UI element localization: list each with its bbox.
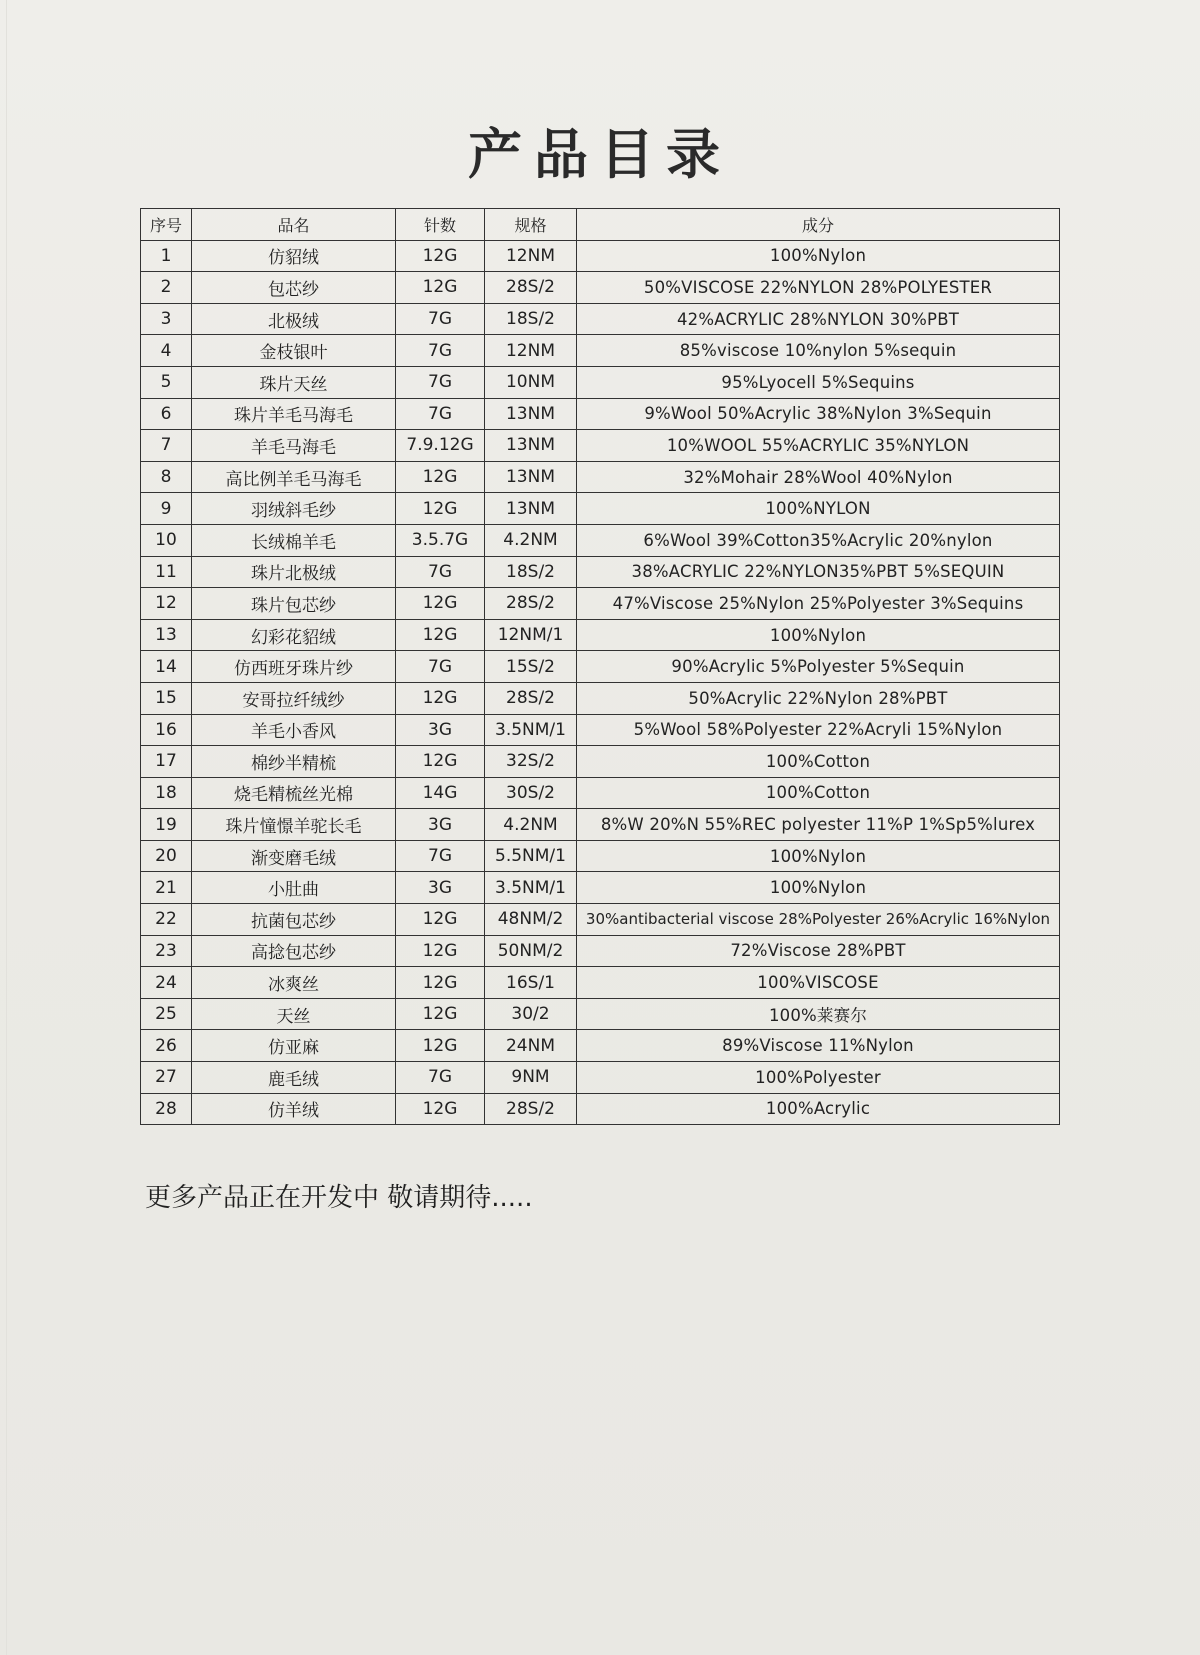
gauge-cell: 12G bbox=[396, 746, 485, 778]
row-no-cell: 28 bbox=[141, 1093, 192, 1125]
spec-cell: 18S/2 bbox=[485, 303, 577, 335]
product-name-cell: 抗菌包芯纱 bbox=[192, 904, 396, 936]
product-name-cell: 高捻包芯纱 bbox=[192, 935, 396, 967]
composition-cell: 50%Acrylic 22%Nylon 28%PBT bbox=[577, 682, 1060, 714]
table-row bbox=[141, 904, 1060, 936]
gauge-cell: 12G bbox=[396, 998, 485, 1030]
table-row bbox=[141, 461, 1060, 493]
composition-cell: 5%Wool 58%Polyester 22%Acryli 15%Nylon bbox=[577, 714, 1060, 746]
table-row bbox=[141, 872, 1060, 904]
spec-cell: 32S/2 bbox=[485, 746, 577, 778]
row-no-cell: 9 bbox=[141, 493, 192, 525]
row-no-cell: 27 bbox=[141, 1062, 192, 1094]
composition-cell: 100%莱赛尔 bbox=[577, 998, 1060, 1030]
spec-cell: 28S/2 bbox=[485, 588, 577, 620]
gauge-cell: 3G bbox=[396, 809, 485, 841]
gauge-cell: 7G bbox=[396, 303, 485, 335]
table-row bbox=[141, 335, 1060, 367]
gauge-cell: 12G bbox=[396, 967, 485, 999]
composition-cell: 8%W 20%N 55%REC polyester 11%P 1%Sp5%lurex bbox=[577, 809, 1060, 841]
gauge-cell: 12G bbox=[396, 682, 485, 714]
table-row bbox=[141, 1093, 1060, 1125]
table-row bbox=[141, 935, 1060, 967]
composition-cell: 100%Cotton bbox=[577, 746, 1060, 778]
header-spec: 规格 bbox=[485, 209, 577, 241]
row-no-cell: 21 bbox=[141, 872, 192, 904]
gauge-cell: 12G bbox=[396, 619, 485, 651]
header-composition: 成分 bbox=[577, 209, 1060, 241]
composition-cell: 100%VISCOSE bbox=[577, 967, 1060, 999]
gauge-cell: 12G bbox=[396, 1093, 485, 1125]
spec-cell: 24NM bbox=[485, 1030, 577, 1062]
composition-cell: 100%Nylon bbox=[577, 619, 1060, 651]
table-row bbox=[141, 524, 1060, 556]
header-gauge: 针数 bbox=[396, 209, 485, 241]
gauge-cell: 7G bbox=[396, 398, 485, 430]
gauge-cell: 12G bbox=[396, 461, 485, 493]
table-row bbox=[141, 303, 1060, 335]
row-no-cell: 26 bbox=[141, 1030, 192, 1062]
composition-cell: 42%ACRYLIC 28%NYLON 30%PBT bbox=[577, 303, 1060, 335]
gauge-cell: 12G bbox=[396, 240, 485, 272]
spec-cell: 13NM bbox=[485, 461, 577, 493]
product-name-cell: 金枝银叶 bbox=[192, 335, 396, 367]
composition-cell: 72%Viscose 28%PBT bbox=[577, 935, 1060, 967]
spec-cell: 30S/2 bbox=[485, 777, 577, 809]
table-row bbox=[141, 840, 1060, 872]
row-no-cell: 20 bbox=[141, 840, 192, 872]
gauge-cell: 7G bbox=[396, 1062, 485, 1094]
spec-cell: 13NM bbox=[485, 398, 577, 430]
row-no-cell: 8 bbox=[141, 461, 192, 493]
table-row bbox=[141, 430, 1060, 462]
product-name-cell: 仿羊绒 bbox=[192, 1093, 396, 1125]
table-row bbox=[141, 272, 1060, 304]
table-row bbox=[141, 366, 1060, 398]
product-name-cell: 渐变磨毛绒 bbox=[192, 840, 396, 872]
page-edge bbox=[6, 0, 7, 1655]
spec-cell: 5.5NM/1 bbox=[485, 840, 577, 872]
row-no-cell: 15 bbox=[141, 682, 192, 714]
row-no-cell: 14 bbox=[141, 651, 192, 683]
gauge-cell: 3G bbox=[396, 872, 485, 904]
row-no-cell: 17 bbox=[141, 746, 192, 778]
composition-cell: 6%Wool 39%Cotton35%Acrylic 20%nylon bbox=[577, 524, 1060, 556]
product-name-cell: 鹿毛绒 bbox=[192, 1062, 396, 1094]
spec-cell: 3.5NM/1 bbox=[485, 714, 577, 746]
composition-cell: 47%Viscose 25%Nylon 25%Polyester 3%Sequins bbox=[577, 588, 1060, 620]
table-row bbox=[141, 1030, 1060, 1062]
composition-cell: 85%viscose 10%nylon 5%sequin bbox=[577, 335, 1060, 367]
composition-cell: 100%Nylon bbox=[577, 872, 1060, 904]
row-no-cell: 23 bbox=[141, 935, 192, 967]
product-name-cell: 珠片天丝 bbox=[192, 366, 396, 398]
header-no: 序号 bbox=[141, 209, 192, 241]
spec-cell: 3.5NM/1 bbox=[485, 872, 577, 904]
spec-cell: 12NM bbox=[485, 335, 577, 367]
spec-cell: 13NM bbox=[485, 430, 577, 462]
row-no-cell: 25 bbox=[141, 998, 192, 1030]
product-name-cell: 珠片包芯纱 bbox=[192, 588, 396, 620]
product-name-cell: 羽绒斜毛纱 bbox=[192, 493, 396, 525]
row-no-cell: 12 bbox=[141, 588, 192, 620]
row-no-cell: 7 bbox=[141, 430, 192, 462]
row-no-cell: 3 bbox=[141, 303, 192, 335]
gauge-cell: 7G bbox=[396, 651, 485, 683]
table-row bbox=[141, 398, 1060, 430]
row-no-cell: 22 bbox=[141, 904, 192, 936]
spec-cell: 28S/2 bbox=[485, 682, 577, 714]
composition-cell: 100%Nylon bbox=[577, 840, 1060, 872]
product-name-cell: 棉纱半精梳 bbox=[192, 746, 396, 778]
composition-cell: 38%ACRYLIC 22%NYLON35%PBT 5%SEQUIN bbox=[577, 556, 1060, 588]
table-row bbox=[141, 998, 1060, 1030]
product-name-cell: 长绒棉羊毛 bbox=[192, 524, 396, 556]
spec-cell: 9NM bbox=[485, 1062, 577, 1094]
spec-cell: 15S/2 bbox=[485, 651, 577, 683]
product-name-cell: 高比例羊毛马海毛 bbox=[192, 461, 396, 493]
product-name-cell: 天丝 bbox=[192, 998, 396, 1030]
spec-cell: 4.2NM bbox=[485, 524, 577, 556]
composition-cell: 10%WOOL 55%ACRYLIC 35%NYLON bbox=[577, 430, 1060, 462]
spec-cell: 12NM bbox=[485, 240, 577, 272]
product-name-cell: 仿亚麻 bbox=[192, 1030, 396, 1062]
table-row bbox=[141, 746, 1060, 778]
gauge-cell: 7G bbox=[396, 556, 485, 588]
footer-note: 更多产品正在开发中 敬请期待..... bbox=[145, 1183, 533, 1213]
composition-cell: 50%VISCOSE 22%NYLON 28%POLYESTER bbox=[577, 272, 1060, 304]
gauge-cell: 12G bbox=[396, 1030, 485, 1062]
table-row bbox=[141, 240, 1060, 272]
composition-cell: 100%Polyester bbox=[577, 1062, 1060, 1094]
product-name-cell: 小肚曲 bbox=[192, 872, 396, 904]
page-title: 产品目录 bbox=[468, 122, 732, 186]
product-name-cell: 珠片羊毛马海毛 bbox=[192, 398, 396, 430]
spec-cell: 28S/2 bbox=[485, 272, 577, 304]
spec-cell: 13NM bbox=[485, 493, 577, 525]
row-no-cell: 2 bbox=[141, 272, 192, 304]
gauge-cell: 12G bbox=[396, 935, 485, 967]
gauge-cell: 3.5.7G bbox=[396, 524, 485, 556]
spec-cell: 50NM/2 bbox=[485, 935, 577, 967]
composition-cell: 9%Wool 50%Acrylic 38%Nylon 3%Sequin bbox=[577, 398, 1060, 430]
row-no-cell: 6 bbox=[141, 398, 192, 430]
gauge-cell: 12G bbox=[396, 272, 485, 304]
product-catalog-table bbox=[140, 208, 1060, 1125]
product-name-cell: 珠片北极绒 bbox=[192, 556, 396, 588]
composition-cell: 32%Mohair 28%Wool 40%Nylon bbox=[577, 461, 1060, 493]
product-name-cell: 羊毛马海毛 bbox=[192, 430, 396, 462]
gauge-cell: 12G bbox=[396, 904, 485, 936]
row-no-cell: 19 bbox=[141, 809, 192, 841]
table-row bbox=[141, 651, 1060, 683]
row-no-cell: 13 bbox=[141, 619, 192, 651]
header-name: 品名 bbox=[192, 209, 396, 241]
table-body bbox=[141, 240, 1060, 1125]
spec-cell: 4.2NM bbox=[485, 809, 577, 841]
table-row bbox=[141, 619, 1060, 651]
spec-cell: 16S/1 bbox=[485, 967, 577, 999]
product-name-cell: 羊毛小香风 bbox=[192, 714, 396, 746]
gauge-cell: 7G bbox=[396, 366, 485, 398]
table-row bbox=[141, 682, 1060, 714]
composition-cell: 30%antibacterial viscose 28%Polyester 26%Acrylic 16%Nylon bbox=[577, 904, 1060, 936]
spec-cell: 12NM/1 bbox=[485, 619, 577, 651]
composition-cell: 100%Nylon bbox=[577, 240, 1060, 272]
spec-cell: 18S/2 bbox=[485, 556, 577, 588]
composition-cell: 95%Lyocell 5%Sequins bbox=[577, 366, 1060, 398]
row-no-cell: 11 bbox=[141, 556, 192, 588]
composition-cell: 90%Acrylic 5%Polyester 5%Sequin bbox=[577, 651, 1060, 683]
composition-cell: 100%NYLON bbox=[577, 493, 1060, 525]
spec-cell: 28S/2 bbox=[485, 1093, 577, 1125]
row-no-cell: 1 bbox=[141, 240, 192, 272]
table-row bbox=[141, 809, 1060, 841]
spec-cell: 30/2 bbox=[485, 998, 577, 1030]
row-no-cell: 4 bbox=[141, 335, 192, 367]
composition-cell: 100%Cotton bbox=[577, 777, 1060, 809]
spec-cell: 10NM bbox=[485, 366, 577, 398]
gauge-cell: 7G bbox=[396, 840, 485, 872]
composition-cell: 100%Acrylic bbox=[577, 1093, 1060, 1125]
table-header-row bbox=[141, 209, 1060, 241]
table-row bbox=[141, 777, 1060, 809]
composition-cell: 89%Viscose 11%Nylon bbox=[577, 1030, 1060, 1062]
product-name-cell: 珠片憧憬羊驼长毛 bbox=[192, 809, 396, 841]
table-row bbox=[141, 556, 1060, 588]
gauge-cell: 12G bbox=[396, 588, 485, 620]
row-no-cell: 10 bbox=[141, 524, 192, 556]
table-row bbox=[141, 493, 1060, 525]
row-no-cell: 5 bbox=[141, 366, 192, 398]
table-row bbox=[141, 714, 1060, 746]
product-name-cell: 包芯纱 bbox=[192, 272, 396, 304]
product-name-cell: 烧毛精梳丝光棉 bbox=[192, 777, 396, 809]
table-row bbox=[141, 967, 1060, 999]
product-name-cell: 冰爽丝 bbox=[192, 967, 396, 999]
table-row bbox=[141, 588, 1060, 620]
table-row bbox=[141, 1062, 1060, 1094]
row-no-cell: 18 bbox=[141, 777, 192, 809]
product-name-cell: 幻彩花貂绒 bbox=[192, 619, 396, 651]
row-no-cell: 24 bbox=[141, 967, 192, 999]
gauge-cell: 3G bbox=[396, 714, 485, 746]
gauge-cell: 7G bbox=[396, 335, 485, 367]
product-name-cell: 仿西班牙珠片纱 bbox=[192, 651, 396, 683]
row-no-cell: 16 bbox=[141, 714, 192, 746]
gauge-cell: 12G bbox=[396, 493, 485, 525]
product-name-cell: 安哥拉纤绒纱 bbox=[192, 682, 396, 714]
gauge-cell: 14G bbox=[396, 777, 485, 809]
product-name-cell: 仿貂绒 bbox=[192, 240, 396, 272]
gauge-cell: 7.9.12G bbox=[396, 430, 485, 462]
spec-cell: 48NM/2 bbox=[485, 904, 577, 936]
product-name-cell: 北极绒 bbox=[192, 303, 396, 335]
